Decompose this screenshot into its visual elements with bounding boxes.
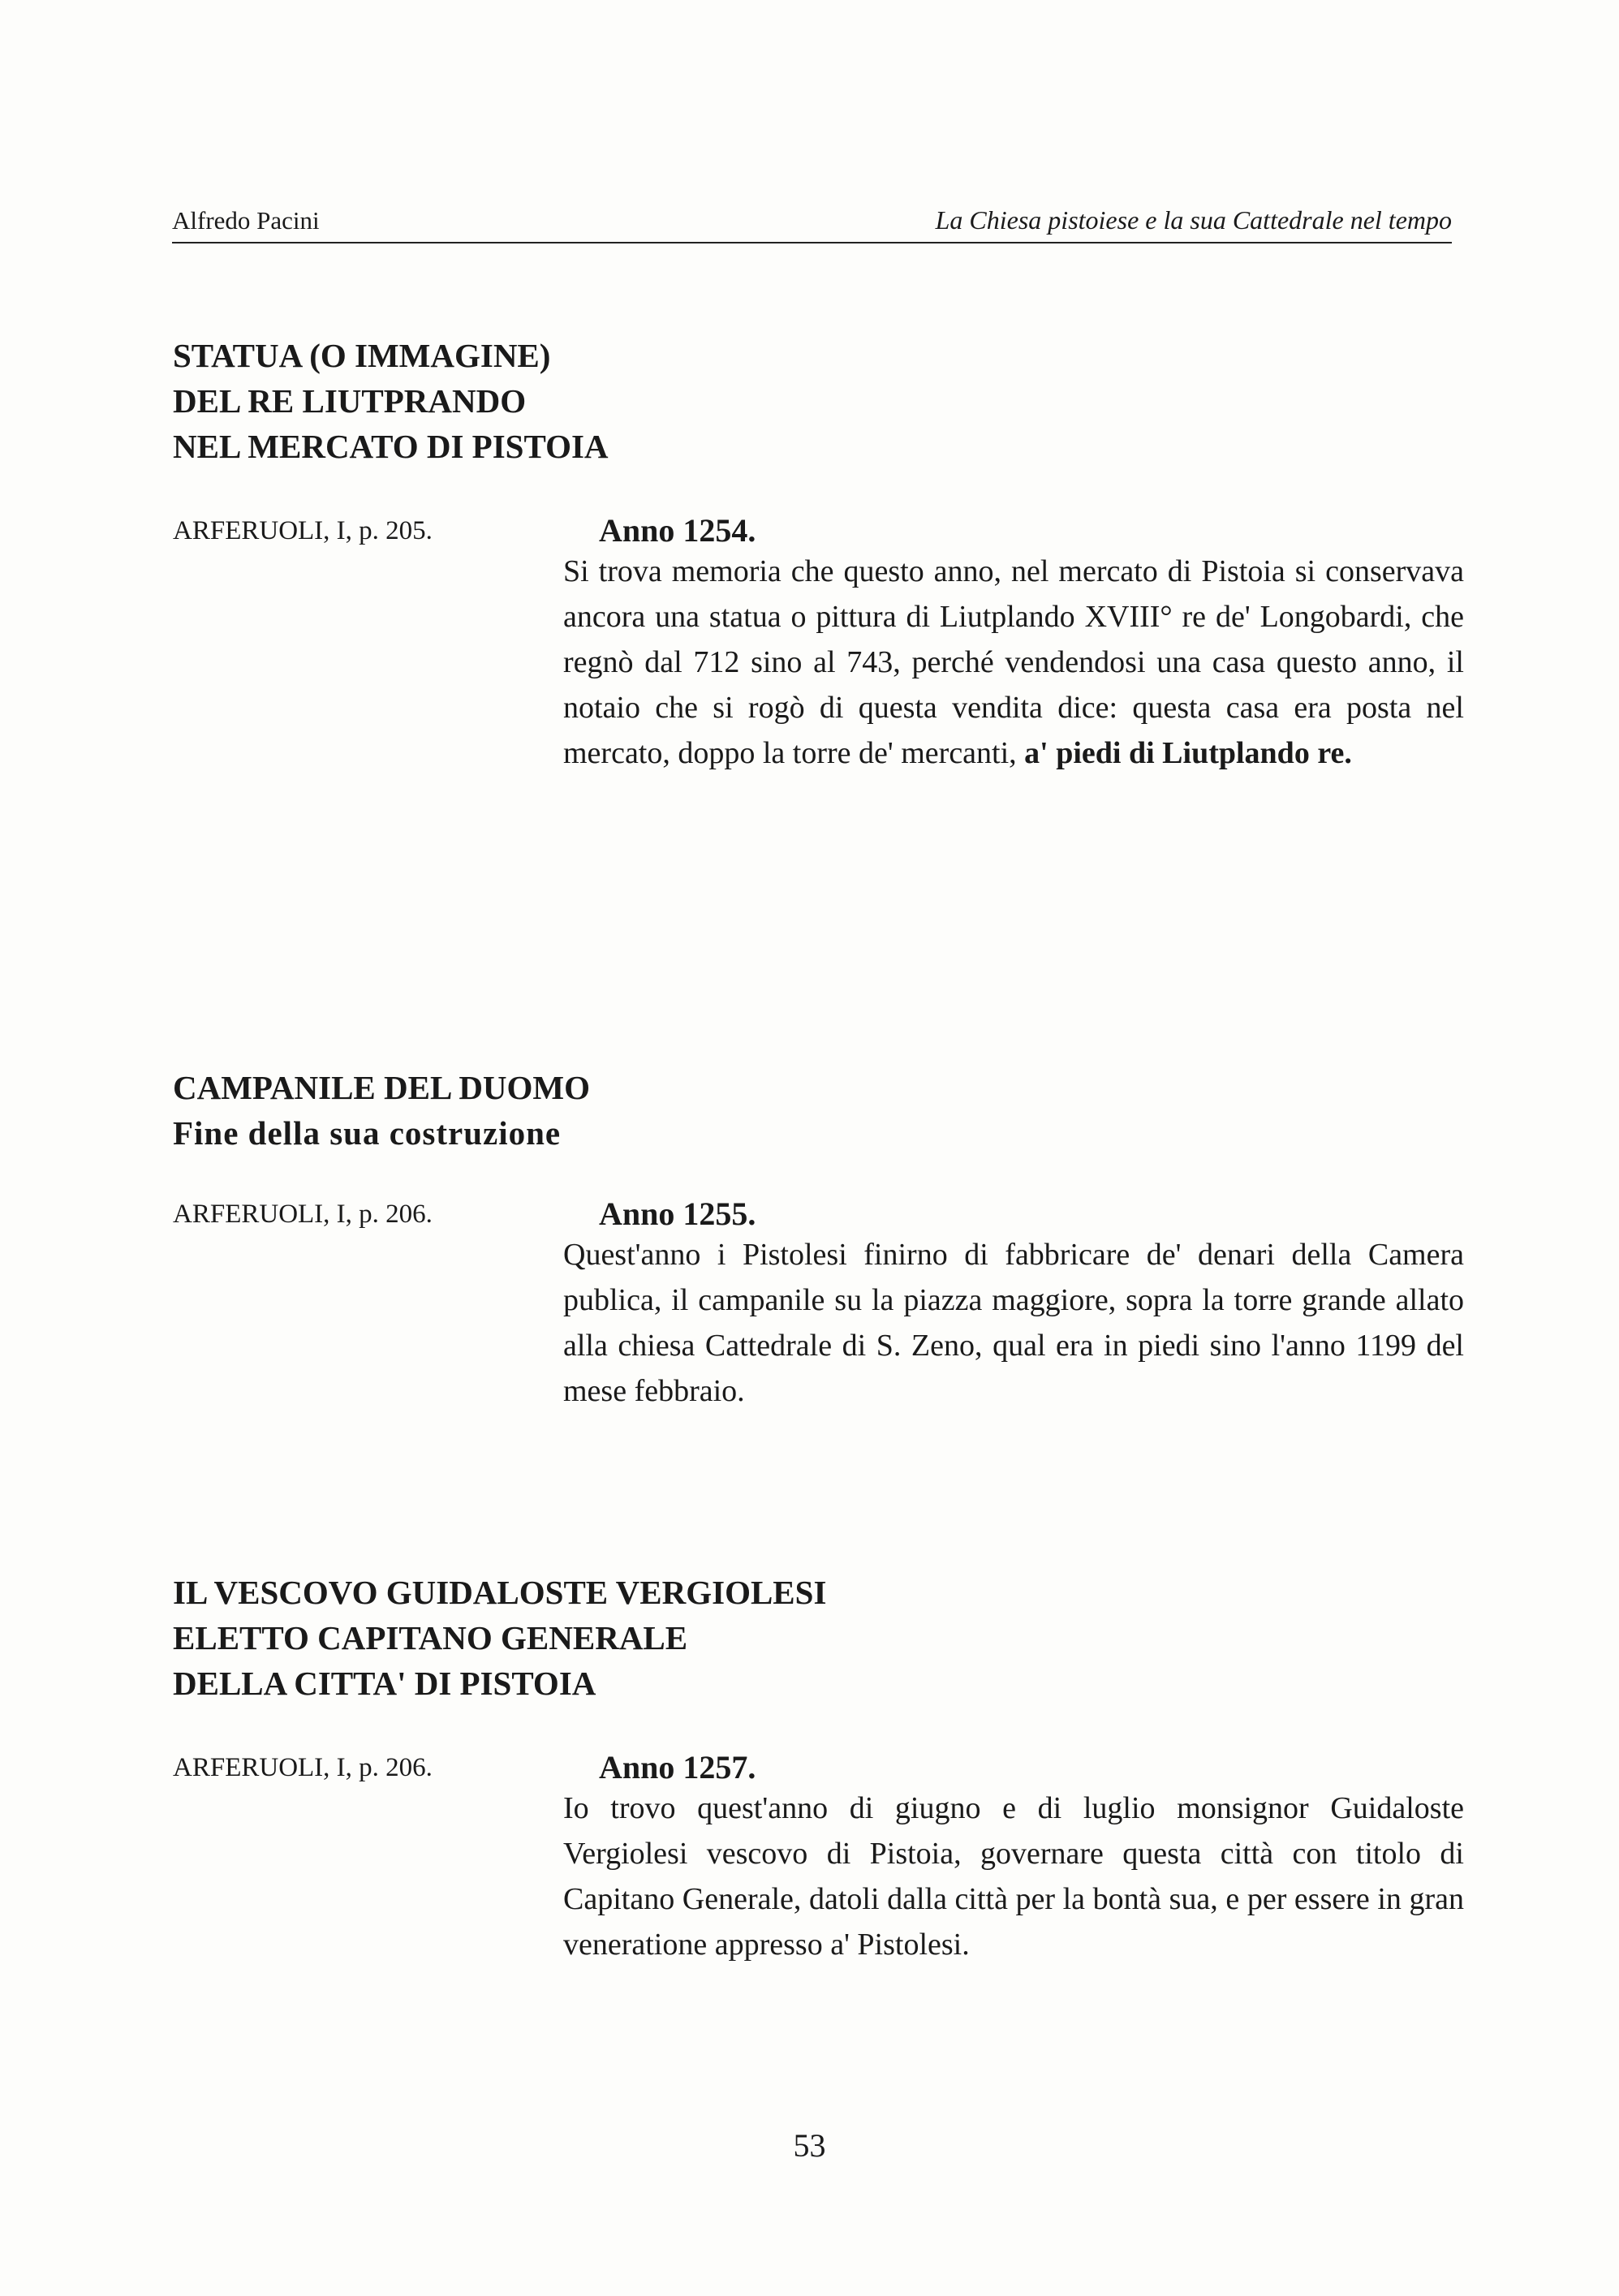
title-line: NEL MERCATO DI PISTOIA	[173, 428, 609, 465]
entry-text	[563, 1786, 1464, 1967]
entry-body: Io trovo quest'anno di giugno e di luglio monsignor Guidaloste Vergiolesi vescovo di Pistoia, governare questa città con titolo di Capitano Generale, datoli dalla città per la bontà sua, e per essere in gran veneratione appresso a' Pistolesi.	[563, 1791, 1464, 1962]
title-line: CAMPANILE DEL DUOMO	[173, 1069, 591, 1106]
entry-text	[563, 549, 1464, 776]
running-header	[172, 205, 1452, 243]
entry-body: Quest'anno i Pistolesi finirno di fabbricare de' denari della Camera publica, il campanile su la piazza maggiore, sopra la torre grande allato alla chiesa Cattedrale di S. Zeno, qual era in piedi sino l'anno 1199 del mese febbraio.	[563, 1238, 1464, 1408]
section-title-campanile	[173, 1065, 590, 1156]
title-line: STATUA (O IMMAGINE)	[173, 337, 551, 374]
source-reference: ARFERUOLI, I, p. 205.	[173, 516, 433, 545]
header-author: Alfredo Pacini	[172, 206, 320, 235]
source-reference: ARFERUOLI, I, p. 206.	[173, 1753, 433, 1782]
title-line: IL VESCOVO GUIDALOSTE VERGIOLESI	[173, 1574, 827, 1611]
page-number: 53	[793, 2127, 826, 2164]
title-line: ELETTO CAPITANO GENERALE	[173, 1619, 688, 1656]
title-line: DEL RE LIUTPRANDO	[173, 382, 527, 420]
header-book-title: La Chiesa pistoiese e la sua Cattedrale nel tempo	[935, 205, 1452, 235]
section-subtitle: Fine della sua costruzione	[173, 1114, 562, 1152]
entry-body: Si trova memoria che questo anno, nel mercato di Pistoia si conservava ancora una statua o pittura di Liutplando XVIII° re de' Longobardi, che regnò dal 712 sino al 743, perché vendendosi una casa questo anno, il notaio che si rogò di questa vendita dice: questa casa era posta nel mercato, doppo la torre de' mercanti,	[563, 554, 1464, 770]
source-reference: ARFERUOLI, I, p. 206.	[173, 1200, 433, 1229]
header-rule	[172, 242, 1452, 243]
entry-year: Anno 1255.	[599, 1195, 756, 1232]
entry-year: Anno 1257.	[599, 1749, 756, 1786]
entry-year: Anno 1254.	[599, 512, 756, 549]
section-title-vescovo	[173, 1570, 826, 1706]
section-title-statua	[173, 333, 609, 469]
entry-body-bold: a' piedi di Liutplando re.	[1024, 736, 1352, 770]
entry-text	[563, 1232, 1464, 1414]
title-line: DELLA CITTA' DI PISTOIA	[173, 1665, 596, 1702]
